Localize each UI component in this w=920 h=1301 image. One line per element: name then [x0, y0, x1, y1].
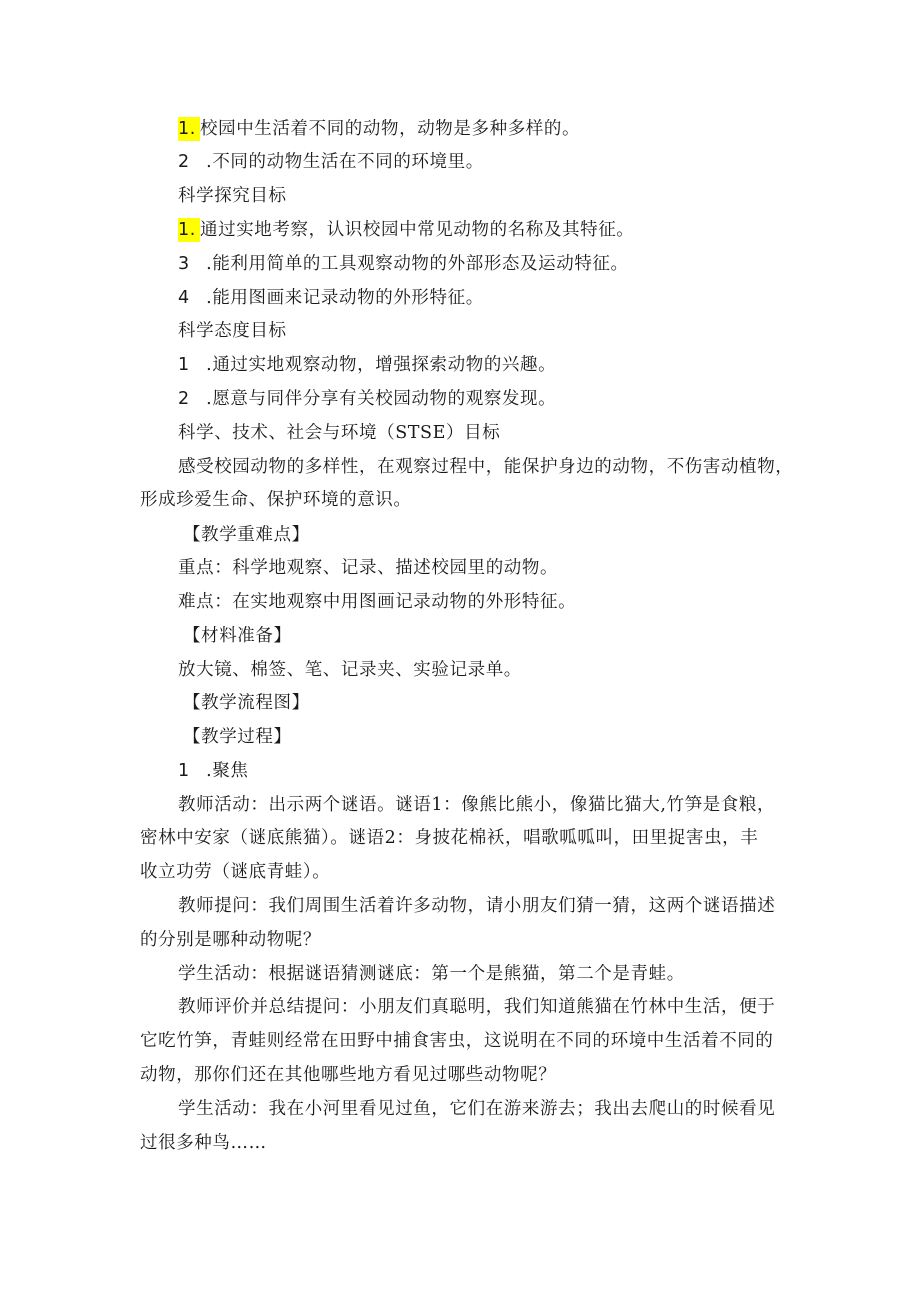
- highlighted-list-number: 1.: [178, 117, 200, 141]
- line-text: 教师提问：我们周围生活着许多动物，请小朋友们猜一猜，这两个谜语描述: [178, 896, 776, 916]
- list-number: 1: [178, 355, 190, 375]
- line-text: .能利用简单的工具观察动物的外部形态及运动特征。: [200, 254, 629, 274]
- line-text: 科学、技术、社会与环境（STSE）目标: [178, 423, 501, 443]
- text-line: [178, 286, 484, 310]
- line-text: 收立功劳（谜底青蛙）。: [140, 862, 331, 882]
- line-text: 通过实地考察，认识校园中常见动物的名称及其特征。: [200, 220, 635, 240]
- line-text: 科学态度目标: [178, 321, 287, 341]
- highlighted-list-number: 1.: [178, 218, 200, 242]
- text-line: [178, 353, 556, 377]
- line-text: 【教学重难点】: [183, 525, 310, 545]
- line-text: 教师评价并总结提问：小朋友们真聪明，我们知道熊猫在竹林中生活，便于: [178, 997, 776, 1017]
- text-line: [178, 1097, 775, 1121]
- text-line: [183, 725, 292, 749]
- text-line: [178, 117, 580, 141]
- text-line: [178, 894, 775, 918]
- line-text: 形成珍爱生命、保护环境的意识。: [140, 490, 412, 510]
- line-text: .通过实地观察动物，增强探索动物的兴趣。: [200, 355, 557, 375]
- line-text: 动物，那你们还在其他哪些地方看见过哪些动物呢？: [140, 1065, 557, 1085]
- text-line: [178, 252, 629, 276]
- list-number: 4: [178, 288, 190, 308]
- text-line: [183, 624, 292, 648]
- text-line: [178, 962, 685, 986]
- line-text: 重点：科学地观察、记录、描述校园里的动物。: [178, 558, 559, 578]
- text-line: [178, 759, 249, 783]
- line-text: 【教学过程】: [183, 727, 292, 747]
- text-line: [178, 421, 500, 445]
- text-line: [178, 455, 793, 479]
- list-number: 3: [178, 254, 190, 274]
- line-text: 【材料准备】: [183, 626, 292, 646]
- line-text: 科学探究目标: [178, 186, 287, 206]
- line-text: .能用图画来记录动物的外形特征。: [200, 288, 484, 308]
- text-line: [178, 184, 287, 208]
- text-line: [178, 590, 576, 614]
- text-line: [140, 928, 321, 952]
- list-number: 2: [178, 389, 190, 409]
- line-text: 难点：在实地观察中用图画记录动物的外形特征。: [178, 592, 577, 612]
- line-text: 过很多种鸟……: [140, 1133, 267, 1153]
- text-line: [140, 1029, 774, 1053]
- text-line: [178, 218, 634, 242]
- text-line: [140, 1063, 556, 1087]
- text-line: [140, 860, 330, 884]
- text-line: [178, 556, 558, 580]
- line-text: .愿意与同伴分享有关校园动物的观察发现。: [200, 389, 557, 409]
- line-text: 校园中生活着不同的动物，动物是多种多样的。: [200, 119, 581, 139]
- text-line: [140, 488, 412, 512]
- text-line: [178, 319, 287, 343]
- text-line: [178, 387, 556, 411]
- list-number: 1: [178, 761, 190, 781]
- line-text: 的分别是哪种动物呢？: [140, 930, 321, 950]
- text-line: [140, 1131, 267, 1155]
- line-text: .不同的动物生活在不同的环境里。: [200, 152, 484, 172]
- text-line: [183, 691, 310, 715]
- line-text: 【教学流程图】: [183, 693, 310, 713]
- text-line: [183, 523, 310, 547]
- line-text: .聚焦: [200, 761, 249, 781]
- line-text: 学生活动：我在小河里看见过鱼，它们在游来游去；我出去爬山的时候看见: [178, 1099, 776, 1119]
- line-text: 学生活动：根据谜语猜测谜底：第一个是熊猫，第二个是青蛙。: [178, 964, 685, 984]
- text-line: [178, 150, 484, 174]
- line-text: 密林中安家（谜底熊猫）。谜语2：身披花棉袄，唱歌呱呱叫，田里捉害虫，丰: [140, 828, 759, 848]
- text-line: [178, 793, 775, 817]
- text-line: [178, 995, 775, 1019]
- line-text: 它吃竹笋，青蛙则经常在田野中捕食害虫，这说明在不同的环境中生活着不同的: [140, 1031, 774, 1051]
- line-text: 教师活动：出示两个谜语。谜语1：像熊比熊小，像猫比猫大,竹笋是食粮，: [178, 795, 776, 815]
- text-line: [178, 658, 522, 682]
- text-line: [140, 826, 758, 850]
- line-text: 放大镜、棉签、笔、记录夹、实验记录单。: [178, 660, 522, 680]
- list-number: 2: [178, 152, 190, 172]
- line-text: 感受校园动物的多样性，在观察过程中，能保护身边的动物，不伤害动植物，: [178, 457, 794, 477]
